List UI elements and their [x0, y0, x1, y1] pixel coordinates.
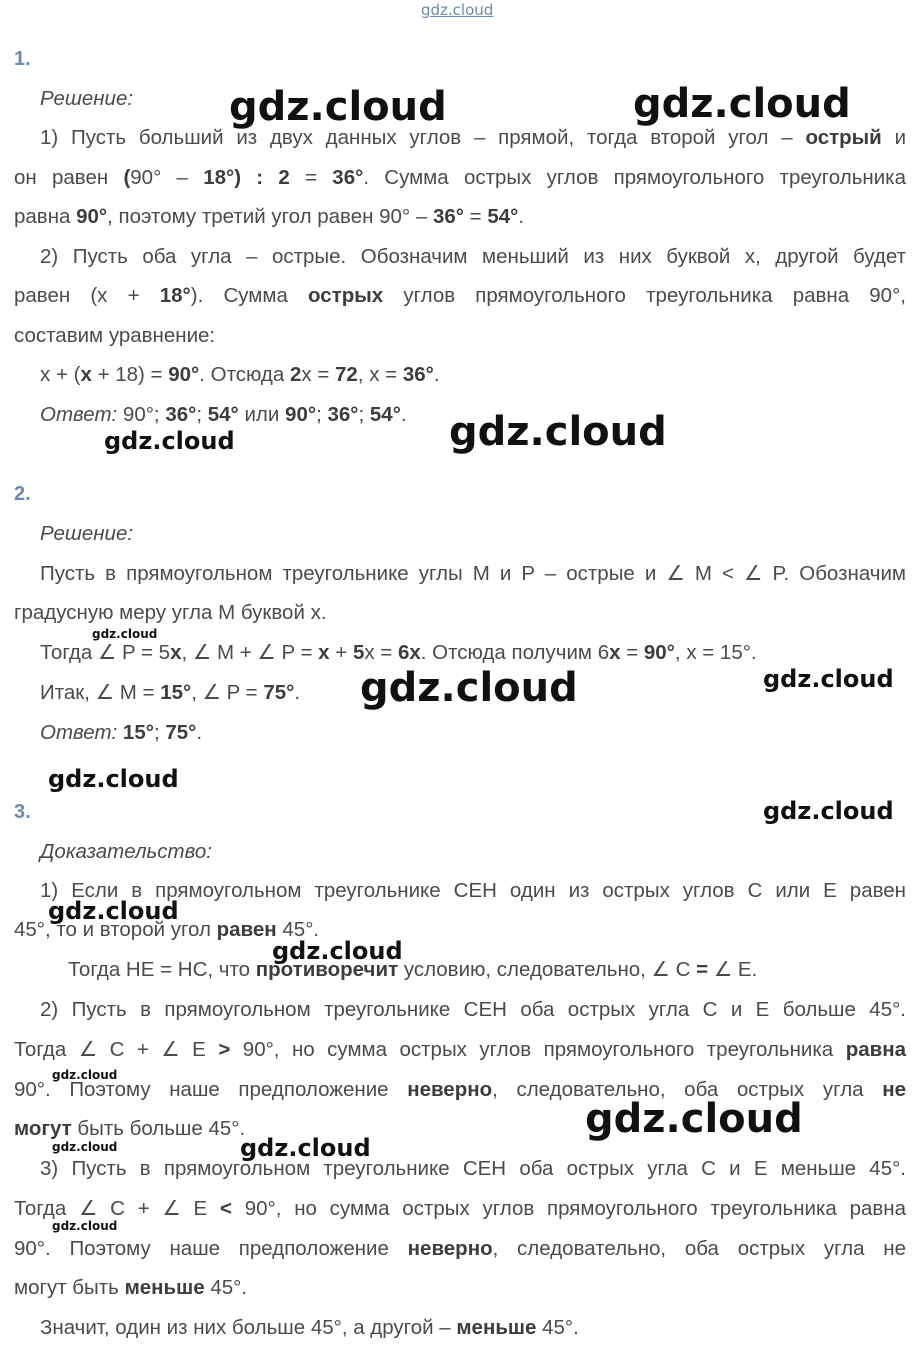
- text-line: 2) Пусть оба угла – острые. Обозначим меньший из них буквой x, другой будет: [40, 245, 906, 268]
- watermark: gdz.cloud: [229, 84, 447, 130]
- text-line: могут быть меньше 45°.: [14, 1276, 248, 1299]
- text-line: Итак, ∠ M = 15°, ∠ P = 75°.: [40, 681, 301, 704]
- task-number: 2.: [14, 483, 31, 505]
- watermark: gdz.cloud: [92, 627, 158, 641]
- task-heading: Решение:: [40, 522, 134, 545]
- watermark: gdz.cloud: [585, 1096, 803, 1142]
- watermark: gdz.cloud: [52, 1068, 118, 1082]
- text-line: 2) Пусть в прямоугольном треугольнике CEH оба острых угла C и E больше 45°.: [40, 998, 906, 1021]
- text-line: равен (x + 18°). Сумма острых углов прямоугольного треугольника равна 90°,: [14, 284, 906, 307]
- text-line: 45°, то и второй угол равен 45°.: [14, 918, 320, 941]
- text-line: могут быть больше 45°.: [14, 1117, 246, 1140]
- text-line: 90°. Поэтому наше предположение неверно, следовательно, оба острых угла не: [14, 1237, 906, 1260]
- watermark: gdz.cloud: [48, 765, 179, 793]
- answer-line: Ответ: 90°; 36°; 54° или 90°; 36°; 54°.: [40, 403, 407, 426]
- text-line: x + (x + 18) = 90°. Отсюда 2x = 72, x = 36°.: [40, 363, 440, 386]
- text-line: Тогда HE = HC, что противоречит условию, следовательно, ∠ C = ∠ E.: [68, 958, 758, 981]
- watermark: gdz.cloud: [104, 427, 235, 455]
- text-line: 1) Пусть больший из двух данных углов – прямой, тогда второй угол – острый и: [40, 126, 907, 149]
- header-link[interactable]: gdz.cloud: [421, 1, 494, 19]
- watermark: gdz.cloud: [272, 937, 403, 965]
- task-number: 1.: [14, 48, 31, 70]
- text-line: он равен (90° – 18°) : 2 = 36°. Сумма острых углов прямоугольного треугольника: [14, 166, 906, 189]
- text-line: 90°. Поэтому наше предположение неверно, следовательно, оба острых угла не: [14, 1078, 906, 1101]
- task-heading: Решение:: [40, 87, 134, 110]
- text-line: Пусть в прямоугольном треугольнике углы M и P – острые и ∠ M < ∠ P. Обозначим: [40, 562, 906, 585]
- text-line: Тогда ∠ C + ∠ E < 90°, но сумма острых углов прямоугольного треугольника равна: [14, 1197, 906, 1220]
- watermark: gdz.cloud: [48, 897, 179, 925]
- text-line: градусную меру угла M буквой x.: [14, 601, 327, 624]
- text-line: Тогда ∠ C + ∠ E > 90°, но сумма острых углов прямоугольного треугольника равна: [14, 1038, 906, 1061]
- watermark: gdz.cloud: [360, 665, 578, 711]
- watermark: gdz.cloud: [633, 81, 851, 127]
- text-line: составим уравнение:: [14, 324, 216, 347]
- watermark: gdz.cloud: [52, 1140, 118, 1154]
- watermark: gdz.cloud: [240, 1134, 371, 1162]
- watermark: gdz.cloud: [52, 1219, 118, 1233]
- watermark: gdz.cloud: [763, 665, 894, 693]
- watermark: gdz.cloud: [763, 797, 894, 825]
- text-line: Тогда ∠ P = 5x, ∠ M + ∠ P = x + 5x = 6x. Отсюда получим 6x = 90°, x = 15°.: [40, 641, 757, 664]
- text-line: равна 90°, поэтому третий угол равен 90° – 36° = 54°.: [14, 205, 525, 228]
- watermark: gdz.cloud: [449, 409, 667, 455]
- task-number: 3.: [14, 801, 31, 823]
- text-line: 1) Если в прямоугольном треугольнике CEH один из острых углов C или E равен: [40, 879, 906, 902]
- answer-line: Ответ: 15°; 75°.: [40, 721, 203, 744]
- task-heading: Доказательство:: [40, 840, 212, 863]
- text-line: 3) Пусть в прямоугольном треугольнике CEH оба острых угла C и E меньше 45°.: [40, 1157, 906, 1180]
- text-line: Значит, один из них больше 45°, а другой – меньше 45°.: [40, 1316, 579, 1339]
